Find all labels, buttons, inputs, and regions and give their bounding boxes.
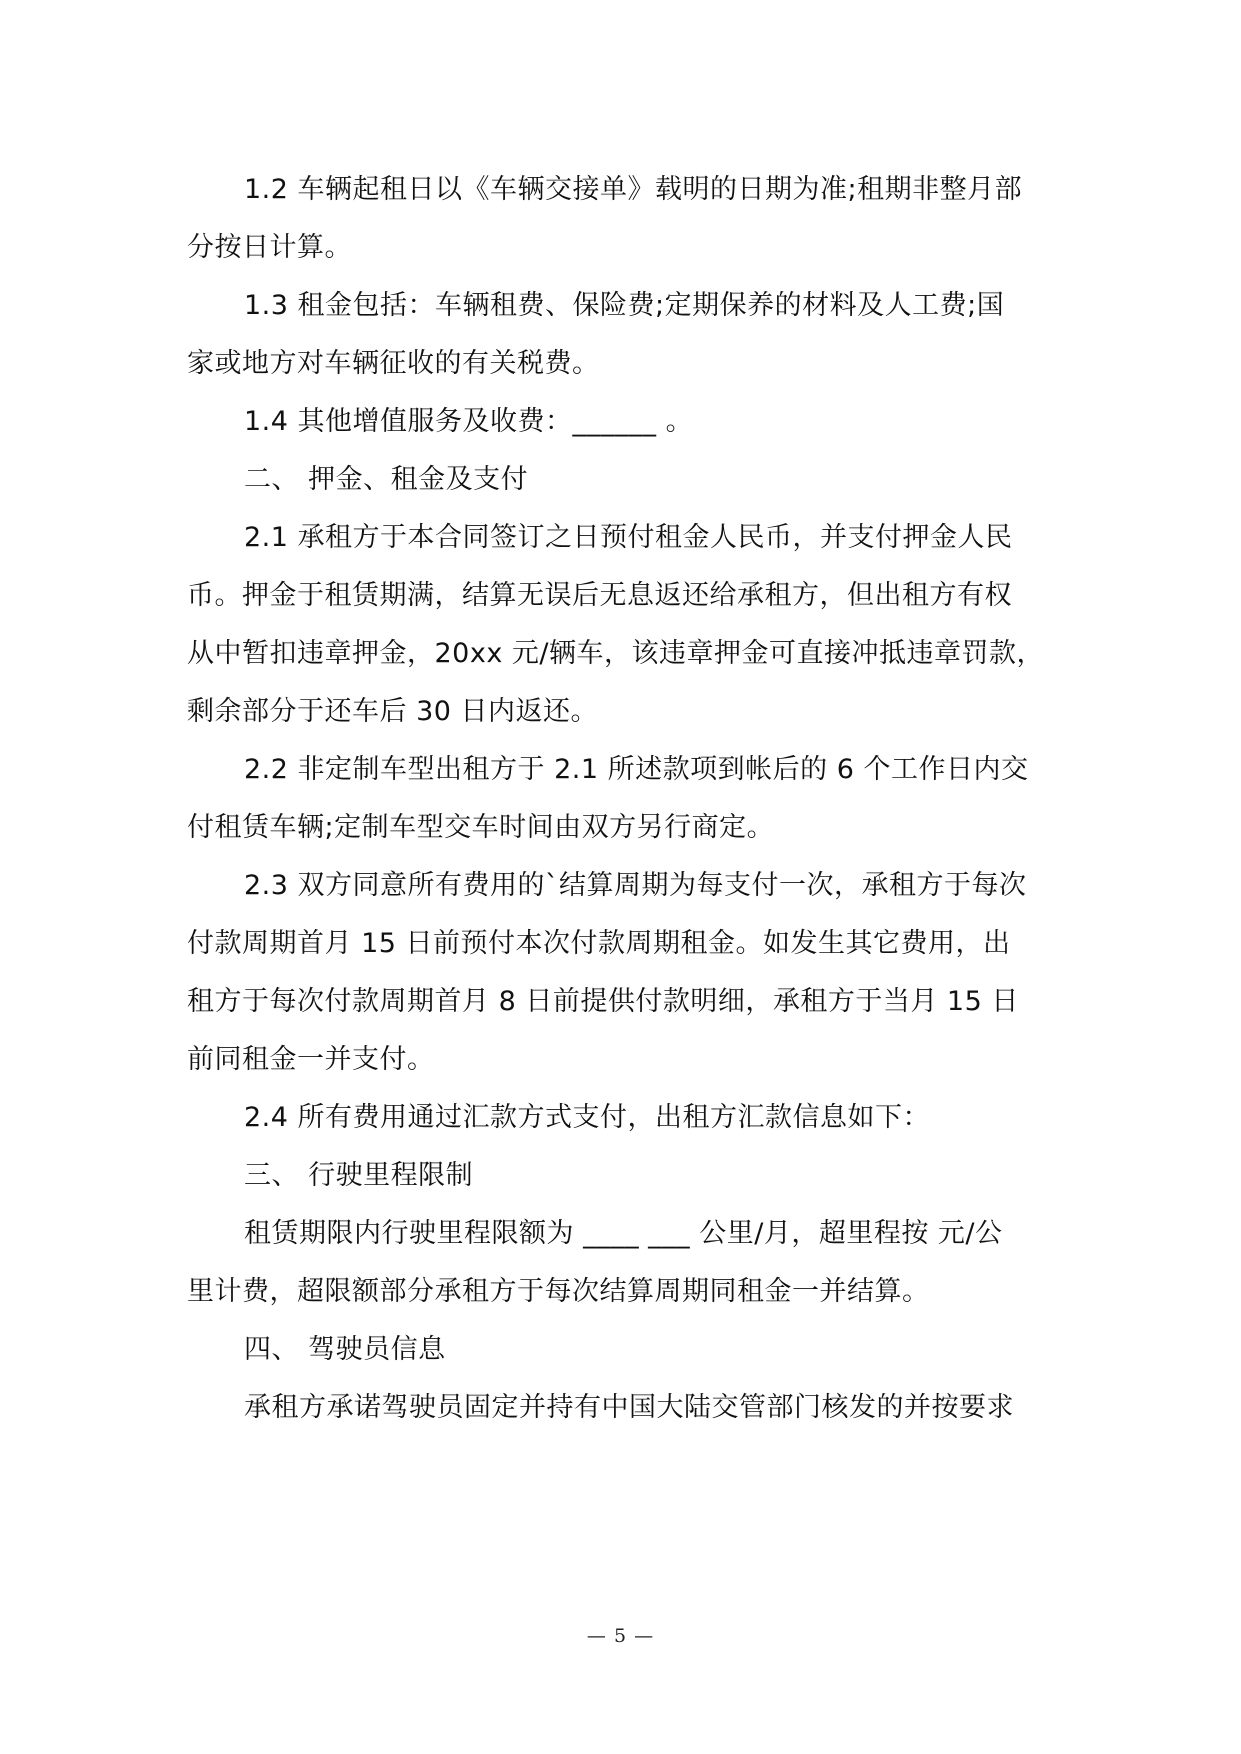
section-heading: 三、 行驶里程限制 xyxy=(244,1160,474,1191)
text-line: 租方于每次付款周期首月 8 日前提供付款明细，承租方于当月 15 日 xyxy=(187,986,1019,1017)
text-line: 里计费，超限额部分承租方于每次结算周期同租金一并结算。 xyxy=(187,1276,930,1307)
section-heading: 四、 驾驶员信息 xyxy=(244,1334,446,1365)
clause-1-3-line-1 xyxy=(0,286,1241,326)
clause-2-1-line-1 xyxy=(0,518,1241,558)
text-line: 付租赁车辆;定制车型交车时间由双方另行商定。 xyxy=(187,812,775,843)
text-line: 付款周期首月 15 日前预付本次付款周期租金。如发生其它费用，出 xyxy=(187,928,1011,959)
clause-2-2-line-1 xyxy=(244,750,1028,790)
clause-2-4 xyxy=(244,1098,930,1138)
text-line: 1.3 租金包括：车辆租费、保险费;定期保养的材料及人工费;国 xyxy=(244,290,1005,321)
text-line: 2.1 承租方于本合同签订之日预付租金人民币，并支付押金人民 xyxy=(244,522,1013,553)
clause-1-4 xyxy=(244,402,693,442)
section-4-heading xyxy=(244,1330,446,1370)
clause-2-2-line-2 xyxy=(187,808,774,848)
clause-1-2-line-2 xyxy=(187,228,352,268)
page-number: — 5 — xyxy=(586,1625,655,1647)
text-line: 家或地方对车辆征收的有关税费。 xyxy=(187,348,600,379)
text-line: 从中暂扣违章押金，20xx 元/辆车，该违章押金可直接冲抵违章罚款， xyxy=(187,638,1044,669)
text-line: 2.2 非定制车型出租方于 2.1 所述款项到帐后的 6 个工作日内交 xyxy=(244,754,1029,785)
text-line: 承租方承诺驾驶员固定并持有中国大陆交管部门核发的并按要求 xyxy=(244,1392,1014,1423)
mileage-clause-line-2 xyxy=(187,1272,930,1312)
text-line: 分按日计算。 xyxy=(187,232,352,263)
text-line: 租赁期限内行驶里程限额为 ____ ___ 公里/月，超里程按 元/公 xyxy=(244,1218,1003,1249)
clause-2-3-line-4 xyxy=(187,1040,435,1080)
clause-1-2-line-1 xyxy=(0,170,1241,210)
section-heading: 二、 押金、租金及支付 xyxy=(244,464,529,495)
clause-1-3-line-2 xyxy=(187,344,600,384)
section-2-heading xyxy=(244,460,528,500)
text-line: 1.2 车辆起租日以《车辆交接单》载明的日期为准;租期非整月部 xyxy=(244,174,1023,205)
clause-2-1-line-2 xyxy=(187,576,1012,616)
text-line: 2.3 双方同意所有费用的`结算周期为每支付一次，承租方于每次 xyxy=(244,870,1027,901)
text-line: 币。押金于租赁期满，结算无误后无息返还给承租方，但出租方有权 xyxy=(187,580,1012,611)
text-line: 1.4 其他增值服务及收费：______ 。 xyxy=(244,406,694,437)
clause-2-3-line-1 xyxy=(244,866,1027,906)
text-line: 前同租金一并支付。 xyxy=(187,1044,435,1075)
clause-2-3-line-3 xyxy=(187,982,1019,1022)
clause-2-1-line-4 xyxy=(187,692,598,732)
clause-2-1-line-3 xyxy=(187,634,1044,674)
text-line: 2.4 所有费用通过汇款方式支付，出租方汇款信息如下： xyxy=(244,1102,931,1133)
driver-clause-line-1 xyxy=(244,1388,1014,1428)
text-line: 剩余部分于还车后 30 日内返还。 xyxy=(187,696,599,727)
clause-2-3-line-2 xyxy=(187,924,1011,964)
section-3-heading xyxy=(244,1156,473,1196)
mileage-clause-line-1 xyxy=(244,1214,1003,1254)
